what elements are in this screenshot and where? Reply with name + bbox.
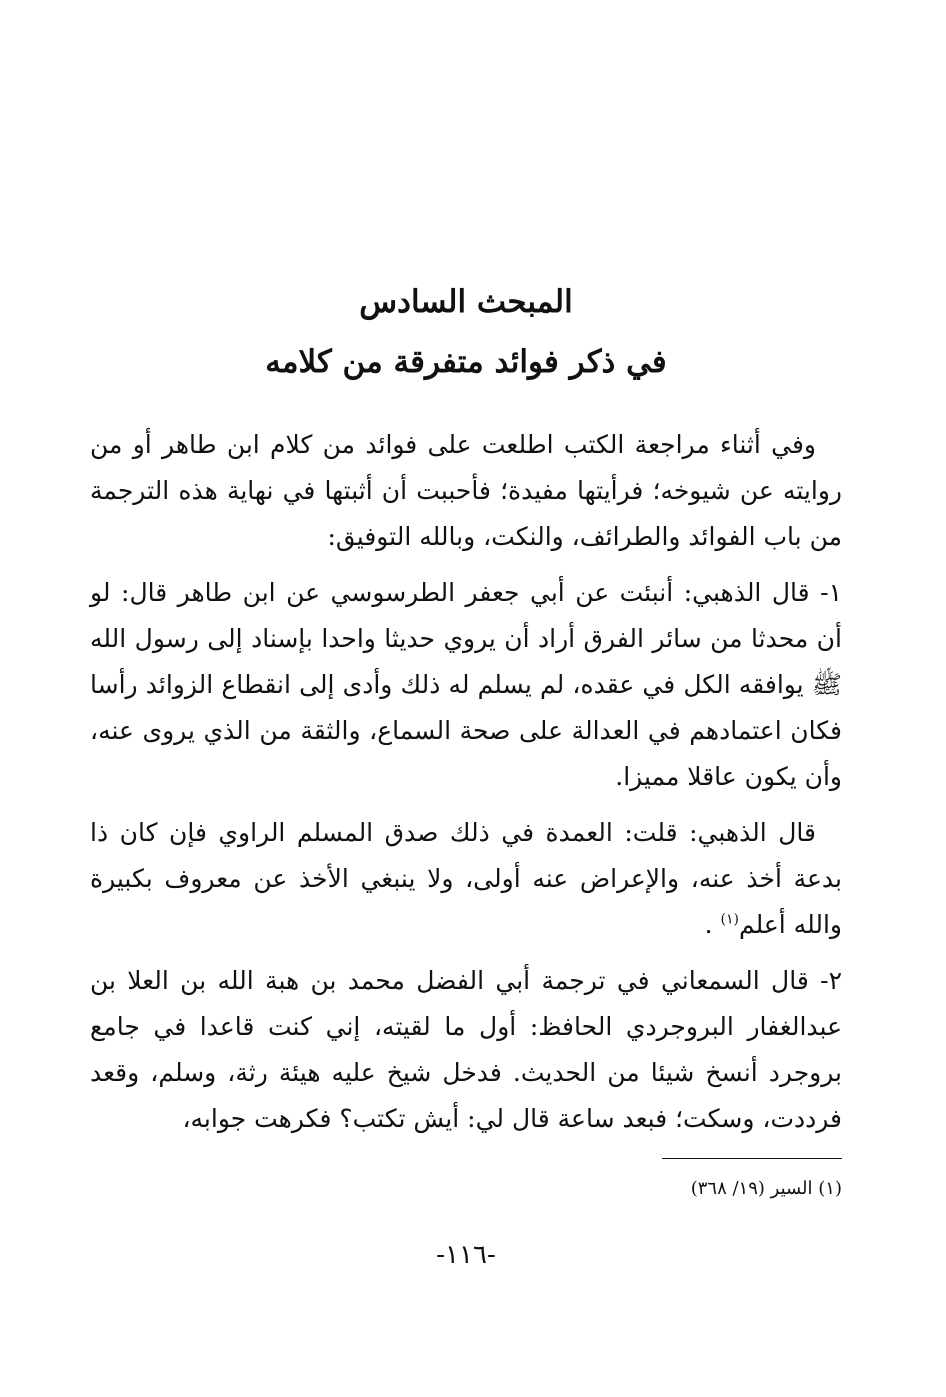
paragraph-end-mark: . [704, 910, 713, 939]
paragraph-item-2: ٢- قال السمعاني في ترجمة أبي الفضل محمد بن هبة الله بن العلا بن عبدالغفار البروجردي الحافظ: أول ما لقيته، إني كنت قاعدا في جامع بروجرد أنسخ شيئا من الحديث. فدخل شيخ عليه هيئة رثة، وسلم، وقعد فرددت، وسكت؛ فبعد ساعة قال لي: أيش تكتب؟ فكرهت جوابه، [90, 966, 842, 1133]
page-number: -١١٦- [436, 1240, 496, 1270]
footnote-divider [662, 1158, 842, 1159]
book-page [90, 0, 842, 1397]
footnote-marker: (١) [720, 911, 739, 928]
paragraph-intro: وفي أثناء مراجعة الكتب اطلعت على فوائد من كلام ابن طاهر أو من روايته عن شيوخه؛ فرأيتها مفيدة؛ فأحببت أن أثبتها في نهاية هذه الترجمة من باب الفوائد والطرائف، والنكت، وبالله التوفيق: [90, 430, 842, 551]
paragraph-dhahabi-text: قال الذهبي: قلت: العمدة في ذلك صدق المسلم الراوي فإن كان ذا بدعة أخذ عنه، والإعراض عنه أولى، ولا ينبغي الأخذ عن معروف بكبيرة والله أعلم [90, 818, 842, 939]
paragraph-dhahabi-comment [90, 810, 842, 948]
paragraph-item-1: ١- قال الذهبي: أنبئت عن أبي جعفر الطرسوسي عن ابن طاهر قال: لو أن محدثا من سائر الفرق أراد أن يروي حديثا واحدا بإسناد إلى رسول الله ﷺ يوافقه الكل في عقده، لم يسلم له ذلك وأدى إلى انقطاع الزوائد رأسا فكان اعتمادهم في العدالة على صحة السماع، والثقة من الذي يروى عنه، وأن يكون عاقلا مميزا. [90, 578, 842, 791]
section-title: المبحث السادس [359, 284, 573, 320]
section-subtitle: في ذكر فوائد متفرقة من كلامه [265, 344, 667, 380]
footnote: (١) السير (١٩/ ٣٦٨) [690, 1178, 842, 1199]
body-text [90, 422, 842, 1152]
